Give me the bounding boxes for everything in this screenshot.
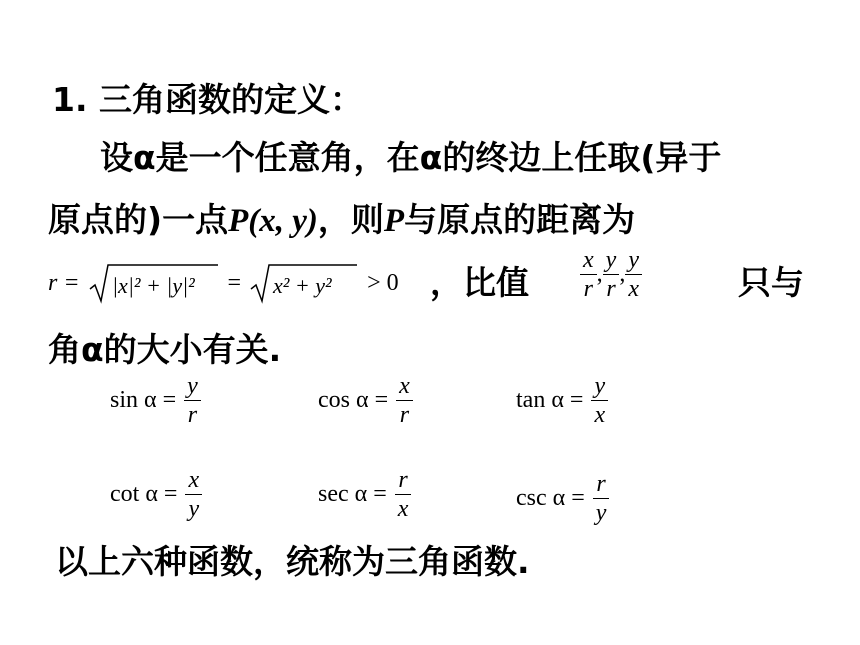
ratio-x-over-r: $\frac{x}{r}$ (580, 246, 597, 303)
tan-formula (516, 372, 608, 429)
cos-formula (318, 372, 413, 429)
sec-formula (318, 466, 411, 523)
point-notation: P(x, y) (228, 203, 318, 239)
sin-label: sin α = (110, 387, 177, 413)
summary-line: 以上六种函数，统称为三角函数. (55, 542, 530, 581)
ratio-y-over-x: $\frac{y}{x}$ (625, 246, 642, 303)
definition-line-2 (48, 200, 635, 241)
ratio-label: ，比值 (430, 263, 529, 302)
sum-expr-text: x² + y² (273, 273, 332, 298)
sec-fraction: $\frac{r}{x}$ (395, 466, 412, 523)
cos-fraction: $\frac{x}{r}$ (396, 372, 413, 429)
radius-lhs: r = (48, 269, 80, 296)
cos-label: cos α = (318, 387, 389, 413)
radius-formula (48, 258, 399, 308)
section-heading (52, 80, 363, 120)
csc-formula (516, 470, 609, 527)
sin-fraction: $\frac{y}{r}$ (184, 372, 201, 429)
sin-formula (110, 372, 201, 429)
text-origin-point: 原点的)一点 (48, 200, 229, 239)
abs-expr-text: |x|² + |y|² (111, 273, 195, 298)
definition-line-4: 角α的大小有关. (48, 330, 282, 369)
tan-fraction: $\frac{y}{x}$ (591, 372, 608, 429)
point-p: P (383, 203, 405, 239)
sec-label: sec α = (318, 481, 387, 507)
cot-fraction: $\frac{x}{y}$ (185, 466, 202, 523)
radius-equals: = (227, 269, 242, 296)
section-title: 三角函数的定义： (99, 80, 363, 119)
ratio-y-over-r: $\frac{y}{r}$ (603, 246, 620, 303)
ratio-only-text: 只与 (738, 263, 804, 302)
csc-label: csc α = (516, 485, 585, 511)
ratio-comma: , (596, 261, 603, 287)
ratio-list (580, 246, 642, 303)
tan-label: tan α = (516, 387, 584, 413)
text-distance: 与原点的距离为 (404, 200, 636, 239)
cot-label: cot α = (110, 481, 178, 507)
cot-formula (110, 466, 202, 523)
sqrt-abs-expression (88, 261, 220, 305)
csc-fraction: $\frac{r}{y}$ (593, 470, 610, 527)
text-then: ，则 (317, 200, 384, 239)
section-number: 1. (52, 80, 88, 119)
radius-positive: > 0 (367, 269, 399, 296)
definition-line-1: 设α是一个任意角，在α的终边上任取(异于 (100, 138, 722, 177)
sqrt-sum-expression (249, 261, 359, 305)
ratio-comma: , (619, 261, 626, 287)
